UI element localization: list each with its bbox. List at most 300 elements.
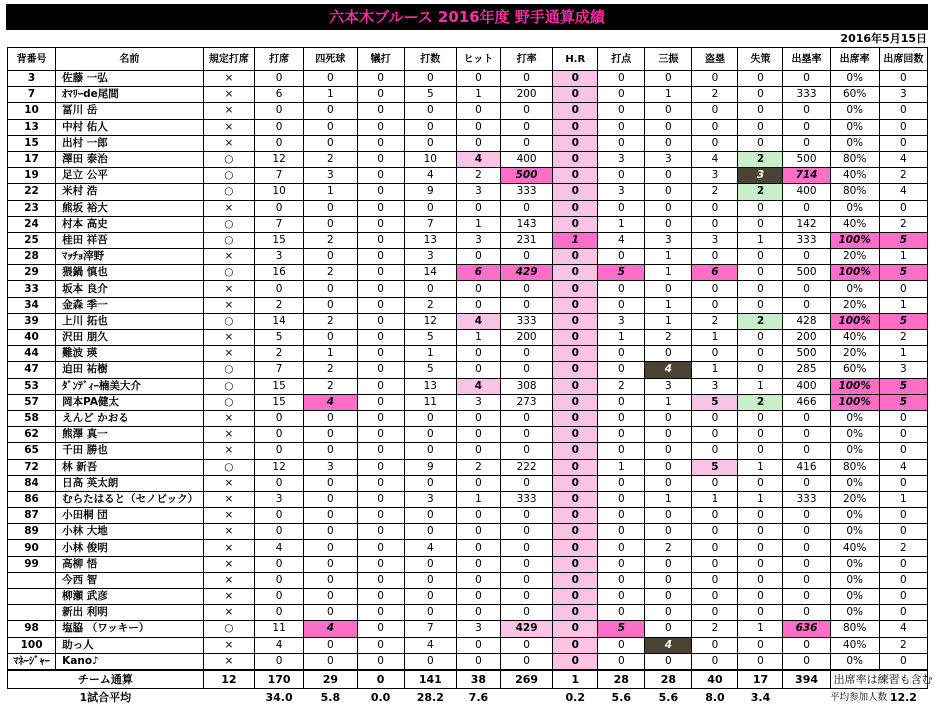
stat-cell: ○: [203, 151, 254, 167]
stat-cell: 0: [692, 119, 738, 135]
stat-cell: 0: [692, 346, 738, 362]
stat-cell: 0: [553, 362, 598, 378]
stat-cell: 0: [598, 491, 645, 507]
stat-cell: 0: [404, 653, 456, 670]
uniform-number: 98: [8, 621, 56, 637]
stat-cell: 0: [254, 589, 303, 605]
stat-cell: 1: [598, 330, 645, 346]
stat-cell: 0: [645, 589, 692, 605]
stat-cell: 0: [500, 249, 552, 265]
stat-cell: 1: [692, 362, 738, 378]
stat-cell: 0: [456, 200, 500, 216]
stat-cell: 0: [553, 249, 598, 265]
stat-cell: 0: [645, 184, 692, 200]
team-total-cell: 394: [783, 670, 830, 689]
stat-cell: 0: [692, 249, 738, 265]
stat-cell: 0: [598, 605, 645, 621]
stat-cell: ×: [203, 605, 254, 621]
uniform-number: 15: [8, 135, 56, 151]
player-name: 助っ人: [56, 637, 204, 653]
stat-cell: 0: [304, 119, 357, 135]
stat-cell: 0%: [830, 427, 879, 443]
stat-cell: 0: [404, 443, 456, 459]
stat-cell: 0: [645, 71, 692, 87]
stat-cell: 0: [692, 556, 738, 572]
stat-cell: 0: [738, 346, 783, 362]
stat-cell: 0: [254, 71, 303, 87]
average-cell: 5.6: [611, 690, 632, 704]
stat-cell: 0: [357, 330, 404, 346]
stat-cell: 0: [598, 249, 645, 265]
stat-cell: 0: [254, 508, 303, 524]
stat-cell: 400: [783, 184, 830, 200]
stat-cell: 0: [304, 249, 357, 265]
stat-cell: 0: [500, 572, 552, 588]
stat-cell: 0: [783, 572, 830, 588]
uniform-number: 57: [8, 394, 56, 410]
stat-cell: 0: [254, 119, 303, 135]
stat-cell: 0: [553, 135, 598, 151]
stat-cell: 0: [598, 135, 645, 151]
stat-cell: 0: [738, 653, 783, 670]
stat-cell: 0: [645, 346, 692, 362]
stat-cell: 2: [304, 265, 357, 281]
stat-cell: 0: [879, 200, 927, 216]
uniform-number: 90: [8, 540, 56, 556]
stat-cell: 1: [879, 249, 927, 265]
table-row: [8, 151, 928, 167]
stat-cell: 0: [692, 653, 738, 670]
stat-cell: 0: [738, 216, 783, 232]
stat-cell: 0: [553, 524, 598, 540]
stat-cell: 2: [879, 330, 927, 346]
stat-cell: 4: [879, 459, 927, 475]
stat-cell: 0%: [830, 443, 879, 459]
stat-cell: 0%: [830, 589, 879, 605]
stat-cell: 3: [456, 621, 500, 637]
stat-cell: ○: [203, 362, 254, 378]
stat-cell: 15: [254, 232, 303, 248]
stat-cell: 100%: [830, 394, 879, 410]
stat-cell: 0: [879, 589, 927, 605]
stat-cell: 0: [304, 281, 357, 297]
stat-cell: 15: [254, 378, 303, 394]
stat-cell: 20%: [830, 346, 879, 362]
stat-cell: 11: [254, 621, 303, 637]
uniform-number: 47: [8, 362, 56, 378]
stat-cell: 0: [738, 443, 783, 459]
stat-cell: 0%: [830, 103, 879, 119]
table-row: [8, 87, 928, 103]
uniform-number: 39: [8, 313, 56, 329]
stat-cell: 0: [304, 200, 357, 216]
stat-cell: 1: [738, 491, 783, 507]
stat-cell: 5: [404, 362, 456, 378]
stat-cell: 0: [553, 556, 598, 572]
stat-cell: ○: [203, 313, 254, 329]
stat-cell: 40%: [830, 330, 879, 346]
stat-cell: 2: [879, 540, 927, 556]
stat-cell: 0: [598, 410, 645, 426]
table-body: [8, 71, 933, 706]
stat-cell: 3: [692, 232, 738, 248]
team-total-cell: 17: [738, 670, 783, 689]
uniform-number: [8, 589, 56, 605]
table-row: [8, 378, 928, 394]
stat-cell: 4: [254, 637, 303, 653]
stat-cell: 0: [738, 524, 783, 540]
stat-cell: ×: [203, 475, 254, 491]
column-header: ヒット: [456, 48, 500, 71]
stat-cell: 4: [404, 540, 456, 556]
stat-cell: 0: [783, 524, 830, 540]
stat-cell: 0: [500, 475, 552, 491]
stat-cell: 1: [645, 394, 692, 410]
team-total-cell: 269: [500, 670, 552, 689]
stat-cell: 0: [254, 281, 303, 297]
stat-cell: 0: [692, 524, 738, 540]
stat-cell: 5: [879, 232, 927, 248]
stat-cell: 200: [783, 330, 830, 346]
player-name: 迫田 祐樹: [56, 362, 204, 378]
uniform-number: 53: [8, 378, 56, 394]
stat-cell: 80%: [830, 184, 879, 200]
stat-cell: 5: [254, 330, 303, 346]
stat-cell: 0: [357, 378, 404, 394]
stat-cell: 0: [456, 71, 500, 87]
uniform-number: 99: [8, 556, 56, 572]
stat-cell: 0: [553, 508, 598, 524]
stat-cell: 0: [553, 443, 598, 459]
table-row: [8, 71, 928, 87]
uniform-number: 17: [8, 151, 56, 167]
stat-cell: 5: [404, 87, 456, 103]
stat-cell: 0: [553, 459, 598, 475]
stat-cell: 0: [645, 524, 692, 540]
stat-cell: 1: [304, 346, 357, 362]
stat-cell: 0: [357, 621, 404, 637]
stat-cell: 0: [692, 443, 738, 459]
stat-cell: 0: [500, 508, 552, 524]
stat-cell: 1: [645, 491, 692, 507]
table-row: [8, 330, 928, 346]
table-row: [8, 459, 928, 475]
stat-cell: 0: [500, 346, 552, 362]
table-row: [8, 232, 928, 248]
stat-cell: 0: [404, 508, 456, 524]
stat-cell: 0: [738, 540, 783, 556]
stat-cell: 0: [553, 475, 598, 491]
stat-cell: 0: [357, 540, 404, 556]
stat-cell: 0: [879, 508, 927, 524]
stat-cell: 100%: [830, 232, 879, 248]
stat-cell: 0: [553, 378, 598, 394]
stat-cell: 0: [304, 605, 357, 621]
stat-cell: 0: [456, 427, 500, 443]
stat-cell: 0: [456, 443, 500, 459]
stat-cell: ○: [203, 232, 254, 248]
stat-cell: 0: [404, 475, 456, 491]
stat-cell: 0: [500, 281, 552, 297]
average-cell: 0.2: [565, 690, 585, 704]
stat-cell: 0: [304, 103, 357, 119]
stat-cell: 0: [879, 475, 927, 491]
stat-cell: 2: [456, 459, 500, 475]
stat-cell: 0: [692, 637, 738, 653]
stat-cell: 273: [500, 394, 552, 410]
stat-cell: 0: [456, 119, 500, 135]
stat-cell: 0: [357, 135, 404, 151]
stat-cell: 0: [598, 281, 645, 297]
attendance-note: 出席率は練習も含む: [830, 670, 927, 689]
stat-cell: ×: [203, 135, 254, 151]
table-row: [8, 653, 928, 670]
stat-cell: 7: [254, 362, 303, 378]
header-row: [8, 48, 928, 71]
stat-cell: 0: [645, 508, 692, 524]
table-row: [8, 508, 928, 524]
stat-cell: 0: [738, 589, 783, 605]
average-cell: [500, 688, 552, 706]
stat-cell: 0: [645, 443, 692, 459]
stat-cell: 0: [738, 200, 783, 216]
stat-cell: 3: [645, 151, 692, 167]
stat-cell: 0: [692, 216, 738, 232]
stat-cell: ○: [203, 621, 254, 637]
uniform-number: 23: [8, 200, 56, 216]
stat-cell: 1: [738, 378, 783, 394]
stat-cell: 5: [879, 265, 927, 281]
page-title: 六本木ブルース 2016年度 野手通算成績: [6, 4, 928, 30]
stat-cell: 0: [738, 508, 783, 524]
uniform-number: 44: [8, 346, 56, 362]
stat-cell: ×: [203, 491, 254, 507]
stat-cell: 0: [598, 589, 645, 605]
stat-cell: 0: [598, 362, 645, 378]
stat-cell: 2: [692, 87, 738, 103]
stat-cell: 0: [879, 119, 927, 135]
stat-cell: ○: [203, 216, 254, 232]
stat-cell: ×: [203, 524, 254, 540]
stat-cell: 0: [598, 540, 645, 556]
stat-cell: 0: [304, 637, 357, 653]
stat-cell: 3: [879, 87, 927, 103]
player-name: 猥鍋 慎也: [56, 265, 204, 281]
stat-cell: 0: [304, 540, 357, 556]
stat-cell: 100%: [830, 265, 879, 281]
stat-cell: 0: [304, 524, 357, 540]
stat-cell: 0: [357, 346, 404, 362]
stat-cell: 0: [553, 637, 598, 653]
stat-cell: 0: [879, 103, 927, 119]
column-header: 規定打席: [203, 48, 254, 71]
stat-cell: 0: [783, 556, 830, 572]
player-name: 小林 大地: [56, 524, 204, 540]
stat-cell: 1: [645, 265, 692, 281]
report-date: 2016年5月15日: [840, 32, 927, 45]
stat-cell: 2: [692, 184, 738, 200]
stat-cell: 0: [598, 103, 645, 119]
stat-cell: 0: [553, 589, 598, 605]
player-name: 上川 拓也: [56, 313, 204, 329]
stat-cell: 0%: [830, 71, 879, 87]
stat-cell: 0: [500, 103, 552, 119]
stat-cell: 0: [404, 135, 456, 151]
stat-cell: 500: [500, 168, 552, 184]
stat-cell: 231: [500, 232, 552, 248]
stat-cell: 0%: [830, 653, 879, 670]
stat-cell: 1: [645, 297, 692, 313]
stat-cell: 20%: [830, 491, 879, 507]
stat-cell: 0: [456, 475, 500, 491]
stat-cell: 3: [404, 491, 456, 507]
stat-cell: 3: [404, 249, 456, 265]
stat-cell: 6: [692, 265, 738, 281]
stat-cell: 60%: [830, 362, 879, 378]
stat-cell: 222: [500, 459, 552, 475]
team-total-cell: 141: [404, 670, 456, 689]
stat-cell: 0: [645, 103, 692, 119]
stat-cell: 0: [357, 232, 404, 248]
stat-cell: 0: [254, 524, 303, 540]
stat-cell: 0: [357, 491, 404, 507]
stat-cell: 0: [500, 427, 552, 443]
stat-cell: 0: [304, 475, 357, 491]
player-name: 高柳 悟: [56, 556, 204, 572]
stat-cell: 5: [598, 621, 645, 637]
stat-cell: 333: [500, 184, 552, 200]
player-name: むらたはると（セノビック）: [56, 491, 204, 507]
stat-cell: 0: [357, 249, 404, 265]
uniform-number: [8, 572, 56, 588]
stat-cell: 0: [357, 297, 404, 313]
stat-cell: 416: [783, 459, 830, 475]
player-name: 足立 公平: [56, 168, 204, 184]
stat-cell: 1: [456, 87, 500, 103]
stat-cell: 200: [500, 87, 552, 103]
stat-cell: 0: [783, 508, 830, 524]
stat-cell: 60%: [830, 87, 879, 103]
stat-cell: 0: [254, 443, 303, 459]
column-header: 出塁率: [783, 48, 830, 71]
stat-cell: 2: [304, 313, 357, 329]
stat-cell: 0: [645, 572, 692, 588]
stat-cell: 0: [357, 427, 404, 443]
stat-cell: 4: [456, 151, 500, 167]
stat-cell: 0: [783, 410, 830, 426]
stat-cell: 0%: [830, 605, 879, 621]
stat-cell: 40%: [830, 637, 879, 653]
stat-cell: 80%: [830, 151, 879, 167]
stat-cell: 0: [598, 443, 645, 459]
stat-cell: 333: [783, 232, 830, 248]
stat-cell: 0: [645, 459, 692, 475]
stat-cell: 429: [500, 265, 552, 281]
stat-cell: ×: [203, 653, 254, 670]
stat-cell: 0: [254, 427, 303, 443]
stat-cell: 0: [357, 459, 404, 475]
uniform-number: 62: [8, 427, 56, 443]
stat-cell: 0: [738, 87, 783, 103]
player-name: 塩脇 （ワッキー）: [56, 621, 204, 637]
stat-cell: 200: [500, 330, 552, 346]
stat-cell: ×: [203, 103, 254, 119]
stat-cell: 0: [598, 637, 645, 653]
table-row: [8, 346, 928, 362]
stat-cell: 0: [304, 589, 357, 605]
stat-cell: 0: [500, 540, 552, 556]
stat-cell: ×: [203, 281, 254, 297]
stat-cell: 0: [404, 71, 456, 87]
stat-cell: 12: [404, 313, 456, 329]
stat-cell: 0: [879, 605, 927, 621]
stat-cell: 5: [879, 313, 927, 329]
average-cell: [783, 688, 830, 706]
stat-cell: 0: [645, 653, 692, 670]
stat-cell: 500: [783, 346, 830, 362]
stat-cell: 0: [456, 556, 500, 572]
table-row: [8, 491, 928, 507]
stat-cell: 0: [553, 297, 598, 313]
stat-cell: 9: [404, 459, 456, 475]
stat-cell: 142: [783, 216, 830, 232]
stat-cell: 0: [304, 556, 357, 572]
stat-cell: ×: [203, 87, 254, 103]
uniform-number: 33: [8, 281, 56, 297]
uniform-number: 28: [8, 249, 56, 265]
column-header: 四死球: [304, 48, 357, 71]
stat-cell: 3: [645, 232, 692, 248]
stat-cell: 0: [738, 556, 783, 572]
stat-cell: 0: [645, 135, 692, 151]
stat-cell: 3: [304, 459, 357, 475]
stat-cell: 0: [879, 572, 927, 588]
stat-cell: 0: [879, 281, 927, 297]
stat-cell: 3: [645, 378, 692, 394]
player-name: 佐藤 一弘: [56, 71, 204, 87]
stat-cell: 0: [692, 540, 738, 556]
average-cell: 7.6: [468, 690, 489, 704]
player-name: 熊坂 裕大: [56, 200, 204, 216]
player-name: 桂田 祥吾: [56, 232, 204, 248]
stat-cell: 4: [692, 151, 738, 167]
stat-cell: 0: [500, 410, 552, 426]
team-total-cell: 28: [598, 670, 645, 689]
stat-cell: 3: [254, 249, 303, 265]
stat-cell: 0: [404, 605, 456, 621]
player-name: 坂本 良介: [56, 281, 204, 297]
average-cell: [203, 688, 254, 706]
player-name: 小林 俊明: [56, 540, 204, 556]
stat-cell: 0: [500, 653, 552, 670]
stat-cell: 4: [404, 637, 456, 653]
player-name: 澤田 泰治: [56, 151, 204, 167]
stat-cell: 0: [553, 281, 598, 297]
team-total-cell: 1: [553, 670, 598, 689]
stat-cell: 2: [692, 313, 738, 329]
stat-cell: 1: [645, 313, 692, 329]
stat-cell: 5: [598, 265, 645, 281]
stat-cell: 0: [357, 216, 404, 232]
stat-cell: ×: [203, 540, 254, 556]
stat-cell: 7: [404, 621, 456, 637]
stat-cell: 0: [404, 427, 456, 443]
stat-cell: 4: [645, 637, 692, 653]
player-name: 冨川 岳: [56, 103, 204, 119]
stat-cell: 13: [404, 378, 456, 394]
stat-cell: 0: [738, 330, 783, 346]
stat-cell: 3: [456, 184, 500, 200]
